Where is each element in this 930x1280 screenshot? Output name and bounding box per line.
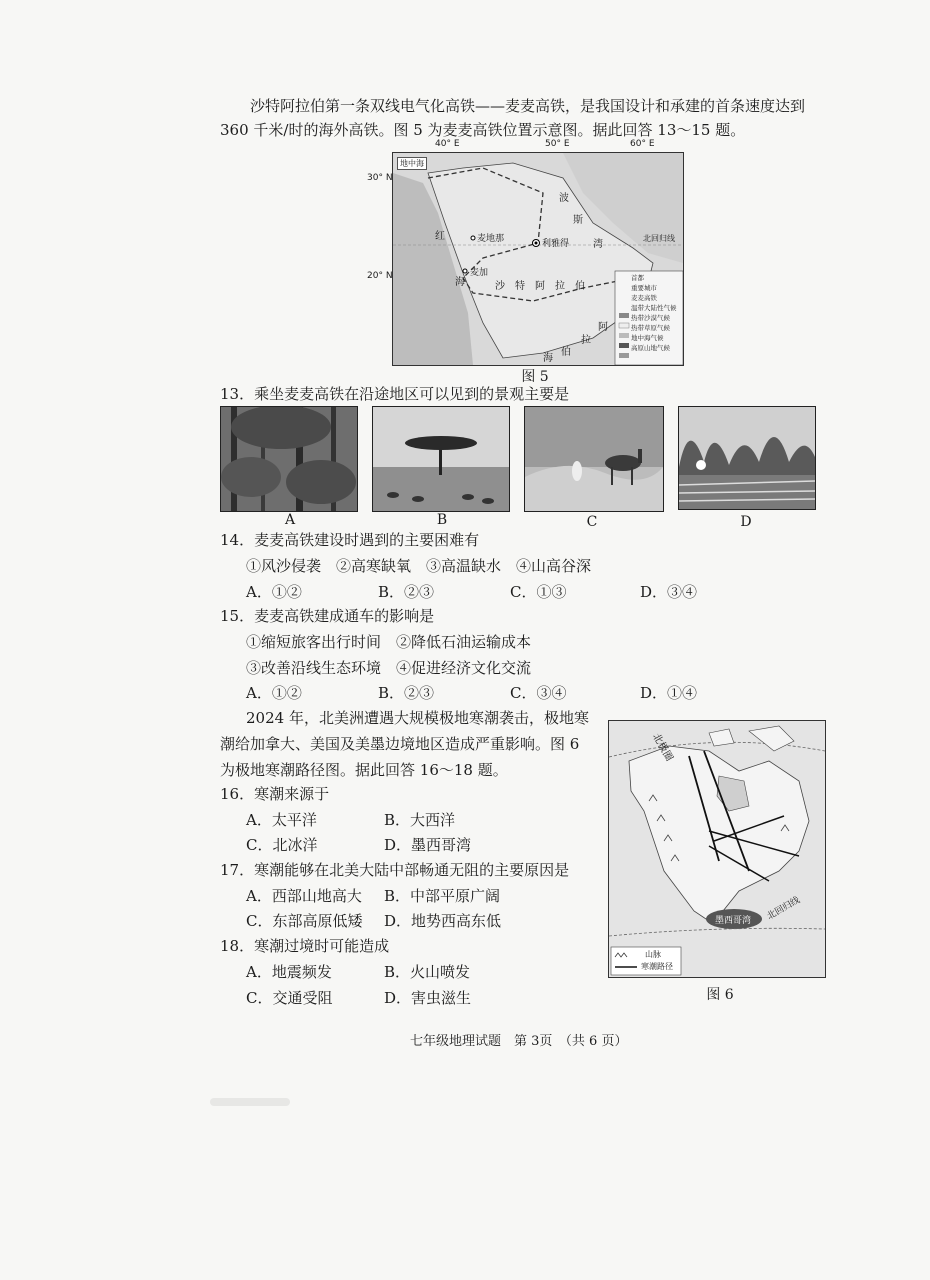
legend-rail: 麦麦高铁	[631, 294, 657, 302]
q15-option-c: C．③④	[510, 684, 567, 702]
photo-b-savanna	[372, 406, 510, 512]
q15-stem: 15．麦麦高铁建成通车的影响是	[220, 607, 435, 625]
q16-option-d: D．墨西哥湾	[384, 836, 472, 854]
label-arabia-1: 沙	[495, 281, 505, 292]
q17-option-a: A．西部山地高大	[246, 887, 362, 905]
label-mediterranean: 地中海	[397, 157, 427, 170]
label-tropic-cancer: 北回归线	[765, 895, 802, 923]
lon-label-40: 40° E	[435, 139, 460, 149]
q16-stem: 16．寒潮来源于	[220, 785, 330, 803]
label-arabia-5: 伯	[575, 281, 585, 292]
q17-stem: 17．寒潮能够在北美大陆中部畅通无阻的主要原因是	[220, 861, 570, 879]
q14-option-d: D．③④	[640, 583, 698, 601]
label-gulf-3: 湾	[593, 239, 603, 250]
legend-desert: 热带沙漠气候	[631, 314, 670, 322]
page-footer: 七年级地理试题 第 3页 （共 6 页）	[410, 1034, 628, 1049]
desert-image	[525, 407, 663, 511]
photo-c-desert	[524, 406, 664, 512]
label-mecca: 麦加	[470, 268, 489, 278]
intro2-line-1: 2024 年，北美洲遭遇大规模极地寒潮袭击，极地寒	[246, 709, 589, 727]
q16-option-a: A．太平洋	[246, 811, 317, 829]
q18-option-a: A．地震频发	[246, 963, 332, 981]
label-red-sea-1: 红	[435, 231, 445, 242]
figure-6-map	[608, 720, 826, 978]
q18-stem: 18．寒潮过境时可能造成	[220, 937, 390, 955]
figure-5-caption: 图 5	[521, 369, 549, 385]
photo-label-d: D	[740, 514, 752, 530]
photo-d-karst	[678, 406, 816, 510]
legend-capital: 首都	[631, 274, 644, 282]
label-gulf-of-mexico: 墨西哥湾	[715, 916, 752, 926]
label-arabsea-1: 阿	[598, 322, 608, 333]
label-gulf-1: 波	[559, 193, 569, 204]
q17-option-b: B．中部平原广阔	[384, 887, 501, 905]
label-arabsea-4: 海	[543, 353, 553, 364]
label-arabia-4: 拉	[555, 281, 565, 292]
label-arctic-circle: 北极圈	[650, 731, 675, 764]
figure-6-caption: 图 6	[706, 987, 734, 1003]
label-arabia-2: 特	[515, 281, 525, 292]
legend-highland: 高原山地气候	[631, 344, 670, 352]
q14-items: ①风沙侵袭 ②高寒缺氧 ③高温缺水 ④山高谷深	[246, 557, 592, 575]
lat-label-30: 30° N	[367, 173, 393, 183]
legend-city: 重要城市	[631, 284, 657, 292]
label-arabia-3: 阿	[535, 281, 545, 292]
q13-stem: 13．乘坐麦麦高铁在沿途地区可以见到的景观主要是	[220, 385, 570, 403]
q14-option-a: A．①②	[246, 583, 302, 601]
intro2-line-2: 潮给加拿大、美国及美墨边境地区造成严重影响。图 6	[220, 735, 580, 753]
q18-option-c: C．交通受阻	[246, 989, 333, 1007]
q15-option-d: D．①④	[640, 684, 698, 702]
q18-option-d: D．害虫滋生	[384, 989, 472, 1007]
figure-5-map	[367, 139, 684, 366]
label-arabsea-2: 拉	[581, 335, 591, 346]
intro-line-1: 沙特阿拉伯第一条双线电气化高铁——麦麦高铁，是我国设计和承建的首条速度达到	[250, 97, 806, 115]
q18-option-b: B．火山喷发	[384, 963, 471, 981]
photo-label-b: B	[436, 512, 448, 528]
lon-label-50: 50° E	[545, 139, 570, 149]
q15-items-2: ③改善沿线生态环境 ④促进经济文化交流	[246, 659, 532, 677]
figure-6-svg	[609, 721, 825, 977]
lat-label-20: 20° N	[367, 271, 393, 281]
q14-stem: 14．麦麦高铁建设时遇到的主要困难有	[220, 531, 480, 549]
q14-option-c: C．①③	[510, 583, 567, 601]
q15-items-1: ①缩短旅客出行时间 ②降低石油运输成本	[246, 633, 532, 651]
karst-image	[679, 407, 815, 509]
medina-marker	[471, 236, 475, 240]
label-riyadh: 利雅得	[542, 239, 570, 249]
q16-option-c: C．北冰洋	[246, 836, 318, 854]
legend-mediterranean: 地中海气候	[631, 334, 664, 342]
label-tropic: 北回归线	[643, 234, 675, 243]
savanna-image	[373, 407, 509, 511]
rainforest-image	[221, 407, 357, 511]
legend-temperate: 温带大陆性气候	[631, 304, 677, 312]
fig5-legend-list	[631, 273, 677, 353]
lon-label-60: 60° E	[630, 139, 655, 149]
photo-label-c: C	[586, 514, 598, 530]
legend-mountain-label: 山脉	[645, 950, 661, 959]
label-medina: 麦地那	[477, 234, 505, 244]
q15-option-a: A．①②	[246, 684, 302, 702]
q15-option-b: B．②③	[378, 684, 435, 702]
legend-route-label: 寒潮路径	[641, 962, 673, 971]
q16-option-b: B．大西洋	[384, 811, 456, 829]
intro2-line-3: 为极地寒潮路径图。据此回答 16～18 题。	[220, 761, 508, 779]
label-red-sea-2: 海	[455, 277, 465, 288]
q17-option-d: D．地势西高东低	[384, 912, 502, 930]
label-arabsea-3: 伯	[561, 347, 571, 358]
q14-option-b: B．②③	[378, 583, 435, 601]
photo-label-a: A	[284, 512, 296, 528]
q17-option-c: C．东部高原低矮	[246, 912, 363, 930]
intro-line-2: 360 千米/时的海外高铁。图 5 为麦麦高铁位置示意图。据此回答 13～15 题。	[220, 121, 746, 139]
scan-artifact	[210, 1098, 290, 1106]
legend-savanna: 热带草原气候	[631, 324, 670, 332]
photo-a-rainforest	[220, 406, 358, 512]
label-gulf-2: 斯	[573, 215, 583, 226]
